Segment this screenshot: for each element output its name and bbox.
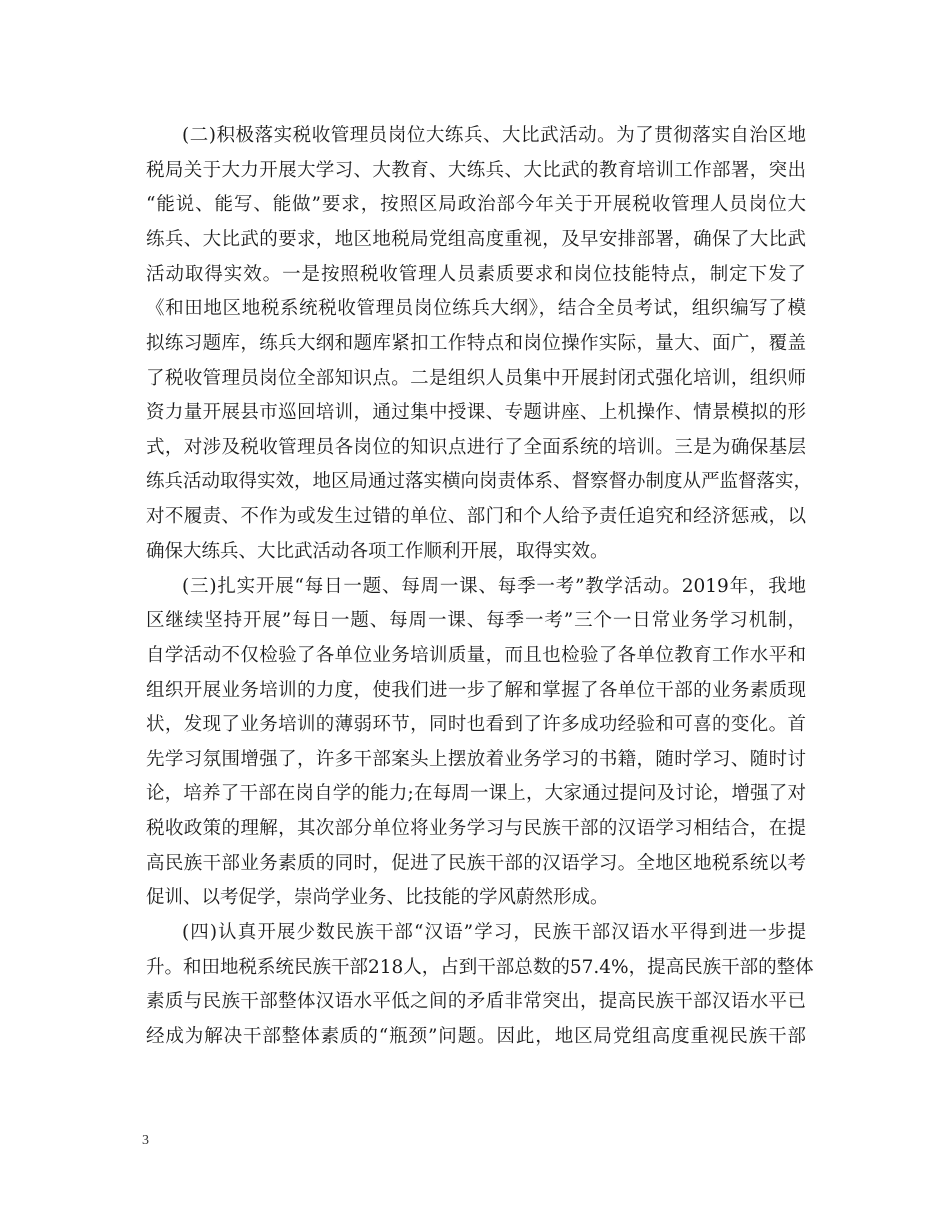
text-line: 活动取得实效。一是按照税收管理人员素质要求和岗位技能特点，制定下发了 [146, 264, 806, 285]
text-line: 税局关于大力开展大学习、大教育、大练兵、大比武的教育培训工作部署，突出 [146, 160, 806, 181]
text-line: “能说、能写、能做”要求，按照区局政治部今年关于开展税收管理人员岗位大 [146, 194, 806, 215]
text-line: 练兵活动取得实效，地区局通过落实横向岗责体系、督察督办制度从严监督落实， [146, 471, 813, 492]
text-line: 素质与民族干部整体汉语水平低之间的矛盾非常突出，提高民族干部汉语水平已 [146, 991, 806, 1012]
page-number: 3 [142, 1133, 149, 1148]
text-line: 状，发现了业务培训的薄弱环节，同时也看到了许多成功经验和可喜的变化。首 [146, 714, 806, 735]
text-line: 资力量开展县市巡回培训，通过集中授课、专题讲座、上机操作、情景模拟的形 [146, 402, 806, 423]
text-line: 经成为解决干部整体素质的“瓶颈”问题。因此，地区局党组高度重视民族干部 [146, 1026, 806, 1047]
text-line: 组织开展业务培训的力度，使我们进一步了解和掌握了各单位干部的业务素质现 [146, 680, 806, 701]
text-line: 练兵、大比武的要求，地区地税局党组高度重视，及早安排部署，确保了大比武 [146, 229, 806, 250]
text-line: 拟练习题库，练兵大纲和题库紧扣工作特点和岗位操作实际，量大、面广，覆盖 [146, 333, 806, 354]
text-line: 论，培养了干部在岗自学的能力;在每周一课上，大家通过提问及讨论，增强了对 [146, 783, 806, 804]
text-line: 区继续坚持开展”每日一题、每周一课、每季一考”三个一日常业务学习机制， [146, 610, 806, 631]
text-line: 升。和田地税系统民族干部218人，占到干部总数的57.4%，提高民族干部的整体 [146, 957, 814, 978]
text-line: 确保大练兵、大比武活动各项工作顺利开展，取得实效。 [146, 541, 609, 562]
text-line: 《和田地区地税系统税收管理员岗位练兵大纲》，结合全员考试，组织编写了模 [146, 298, 806, 319]
text-line: 高民族干部业务素质的同时，促进了民族干部的汉语学习。全地区地税系统以考 [146, 853, 806, 874]
text-line: 促训、以考促学，崇尚学业务、比技能的学风蔚然形成。 [146, 887, 609, 908]
text-line: 先学习氛围增强了，许多干部案头上摆放着业务学习的书籍，随时学习、随时讨 [146, 749, 806, 770]
text-line: 式，对涉及税收管理员各岗位的知识点进行了全面系统的培训。三是为确保基层 [146, 437, 806, 458]
text-line: 对不履责、不作为或发生过错的单位、部门和个人给予责任追究和经济惩戒，以 [146, 506, 806, 527]
text-line: (二)积极落实税收管理员岗位大练兵、大比武活动。为了贯彻落实自治区地 [182, 125, 806, 146]
text-line: (四)认真开展少数民族干部“汉语”学习，民族干部汉语水平得到进一步提 [182, 922, 806, 943]
text-line: 了税收管理员岗位全部知识点。二是组织人员集中开展封闭式强化培训，组织师 [146, 368, 806, 389]
text-line: (三)扎实开展“每日一题、每周一课、每季一考”教学活动。2019年，我地 [182, 576, 806, 597]
text-line: 自学活动不仅检验了各单位业务培训质量，而且也检验了各单位教育工作水平和 [146, 645, 806, 666]
text-line: 税收政策的理解，其次部分单位将业务学习与民族干部的汉语学习相结合，在提 [146, 818, 806, 839]
